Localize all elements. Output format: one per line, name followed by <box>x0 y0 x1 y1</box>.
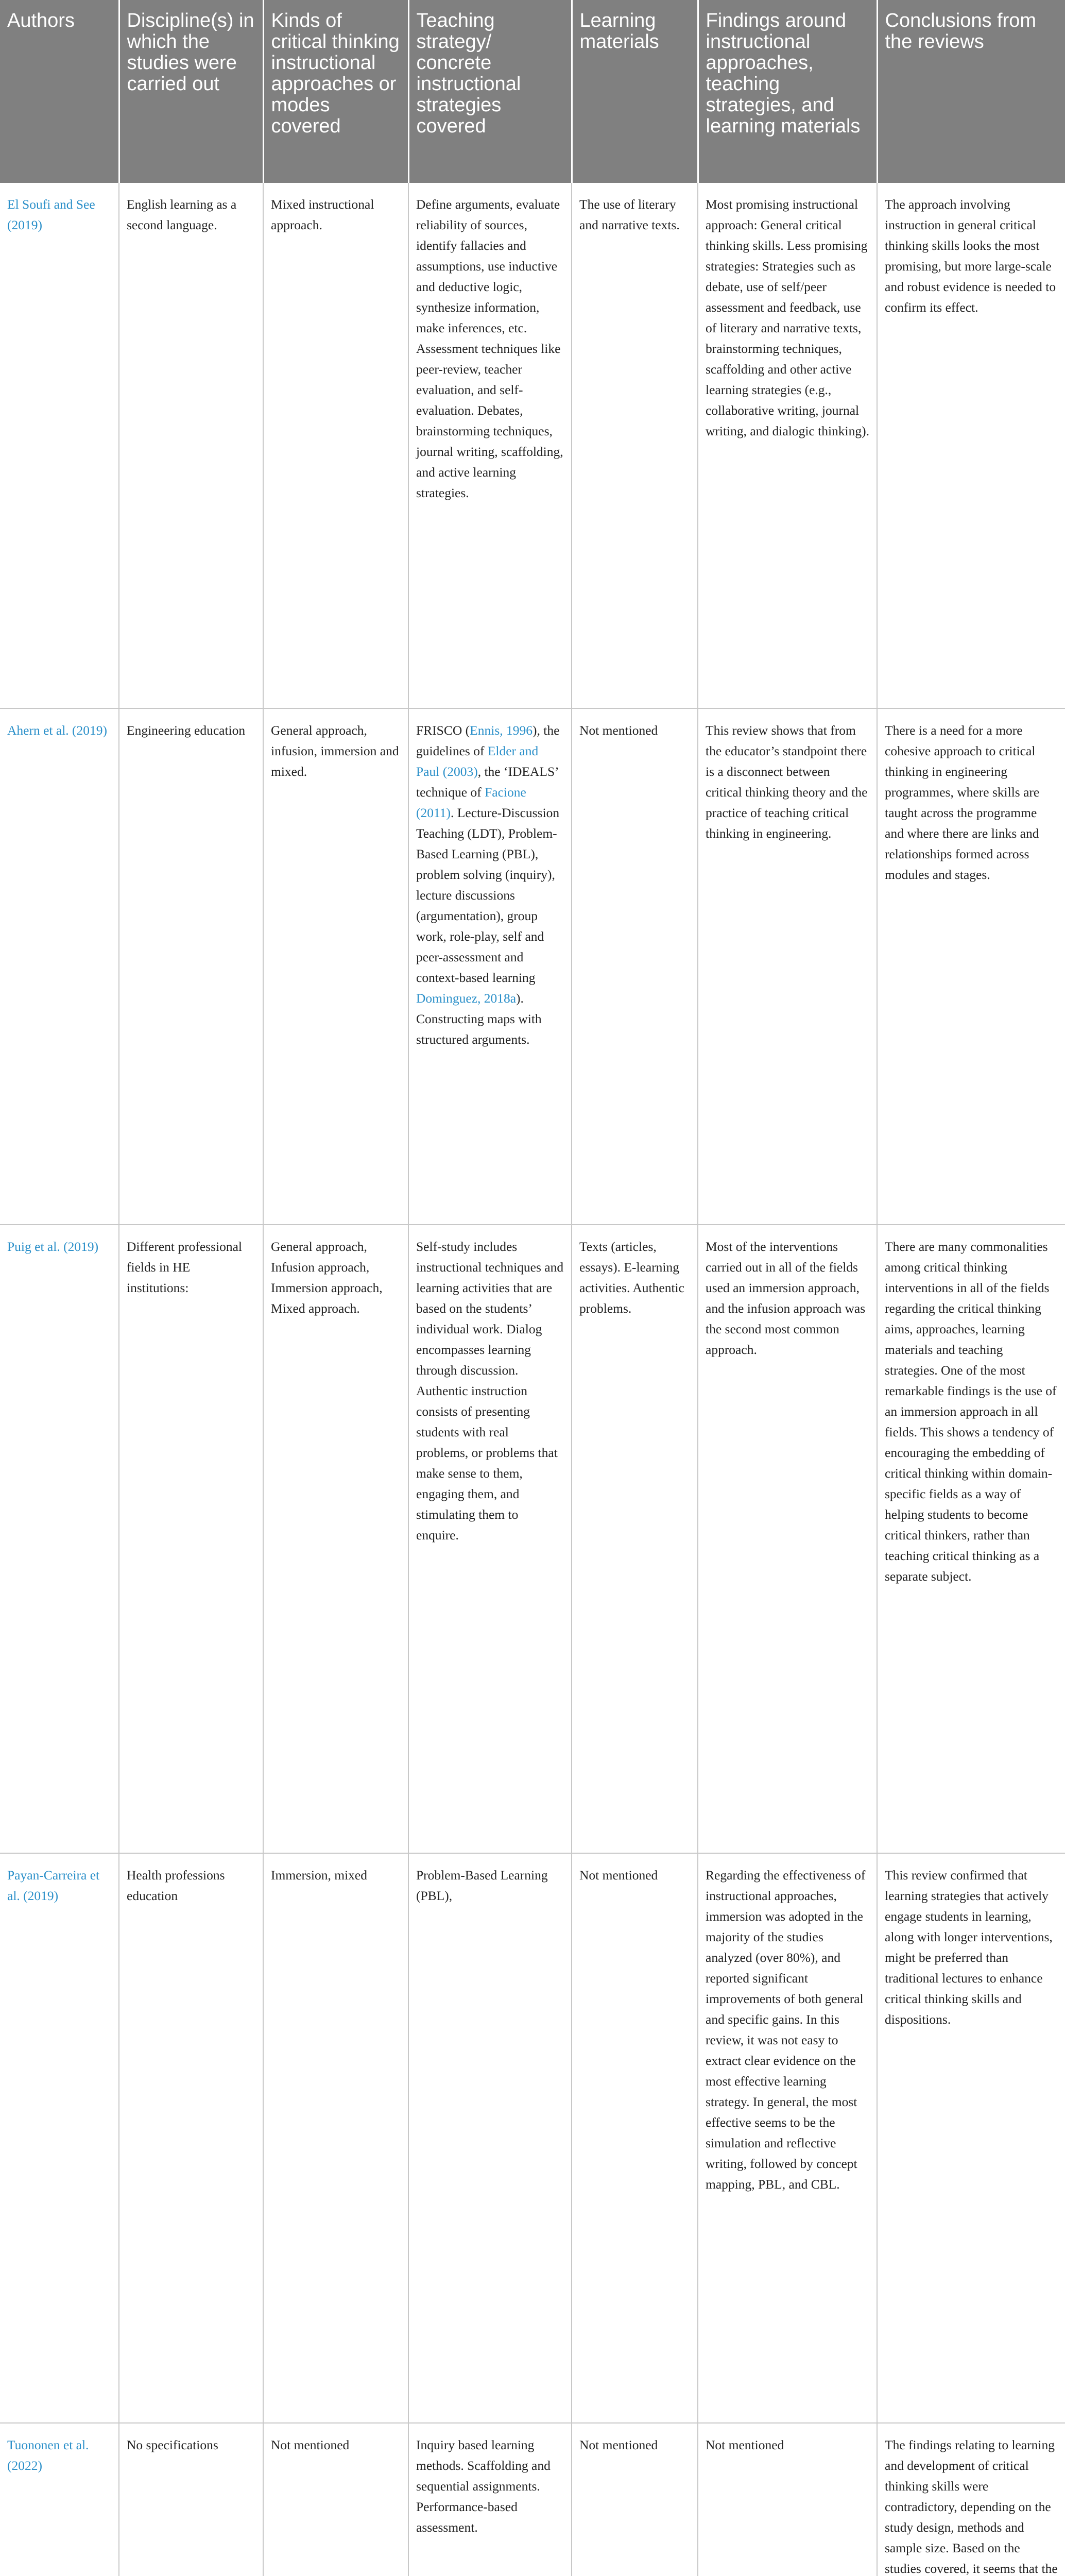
cell-strategies: Define arguments, evaluate reliability of sources, identify fallacies and assumptions, use inductive and deductive logic, synthesize information, make inferences, etc. Assessment techniques like peer-review, teacher evaluation, and self-evaluation. Debates, brainstorming techniques, journal writing, scaffolding, and active learning strategies. <box>408 183 572 708</box>
cell-kinds: Immersion, mixed <box>263 1853 408 2423</box>
column-header-kinds: Kinds of critical thinking instructional approaches or modes covered <box>263 0 408 183</box>
cell-kinds: General approach, Infusion approach, Immersion approach, Mixed approach. <box>263 1225 408 1853</box>
column-header-authors: Authors <box>0 0 119 183</box>
citation-link[interactable]: Elder and Paul (2003) <box>416 743 539 779</box>
author-link[interactable]: Payan-Carreira et al. (2019) <box>7 1868 100 1903</box>
cell-discipline: Health professions education <box>119 1853 263 2423</box>
cell-author <box>0 2423 119 2576</box>
header-row <box>0 0 1065 183</box>
column-header-findings: Findings around instructional approaches, teaching strategies, and learning materials <box>698 0 877 183</box>
column-header-materials: Learning materials <box>572 0 698 183</box>
citation-link[interactable]: Ennis, 1996 <box>470 723 532 738</box>
cell-discipline: English learning as a second language. <box>119 183 263 708</box>
cell-discipline: Different professional fields in HE institutions: <box>119 1225 263 1853</box>
strategies-text: . Lecture-Discussion Teaching (LDT), Problem-Based Learning (PBL), problem solving (inquiry), lecture discussions (argumentation), group work, role-play, self and peer-assessment and context-based learning <box>416 805 560 985</box>
column-header-strategies: Teaching strategy/ concrete instructional strategies covered <box>408 0 572 183</box>
cell-kinds: Not mentioned <box>263 2423 408 2576</box>
cell-author <box>0 183 119 708</box>
cell-discipline: No specifications <box>119 2423 263 2576</box>
cell-findings: Most of the interventions carried out in all of the fields used an immersion approach, and the infusion approach was the second most common approach. <box>698 1225 877 1853</box>
table-row <box>0 1853 1065 2423</box>
author-link[interactable]: Puig et al. (2019) <box>7 1239 99 1254</box>
cell-conclusions: The findings relating to learning and development of critical thinking skills were contradictory, depending on the study design, methods and sample size. Based on the studies covered, it seems that the <box>877 2423 1065 2576</box>
author-link[interactable]: Tuononen et al. (2022) <box>7 2437 89 2473</box>
citation-link[interactable]: Facione (2011) <box>416 785 526 820</box>
author-link[interactable]: Ahern et al. (2019) <box>7 723 108 738</box>
cell-findings: This review shows that from the educator’s standpoint there is a disconnect between critical thinking theory and the practice of teaching critical thinking in engineering. <box>698 708 877 1225</box>
cell-materials: Not mentioned <box>572 708 698 1225</box>
table-row <box>0 2423 1065 2576</box>
strategies-text: , the ‘IDEALS’ technique of <box>416 764 558 800</box>
cell-conclusions: There is a need for a more cohesive approach to critical thinking in engineering programmes, where skills are taught across the programme and where there are links and relationships formed across modules and stages. <box>877 708 1065 1225</box>
cell-discipline: Engineering education <box>119 708 263 1225</box>
cell-materials: Texts (articles, essays). E-learning activities. Authentic problems. <box>572 1225 698 1853</box>
table-row <box>0 183 1065 708</box>
cell-conclusions: The approach involving instruction in general critical thinking skills looks the most promising, but more large-scale and robust evidence is needed to confirm its effect. <box>877 183 1065 708</box>
strategies-text: ), the guidelines of <box>416 723 560 758</box>
table-row <box>0 708 1065 1225</box>
cell-materials: Not mentioned <box>572 1853 698 2423</box>
cell-kinds: Mixed instructional approach. <box>263 183 408 708</box>
column-header-discipline: Discipline(s) in which the studies were carried out <box>119 0 263 183</box>
table-row <box>0 1225 1065 1853</box>
cell-strategies: Self-study includes instructional techniques and learning activities that are based on the students’ individual work. Dialog encompasses learning through discussion. Authentic instruction consists of presenting students with real problems, or problems that make sense to them, engaging them, and stimulating them to enquire. <box>408 1225 572 1853</box>
cell-author <box>0 1853 119 2423</box>
cell-findings: Not mentioned <box>698 2423 877 2576</box>
cell-findings: Regarding the effectiveness of instructional approaches, immersion was adopted in the majority of the studies analyzed (over 80%), and reported significant improvements of both general and specific gains. In this review, it was not easy to extract clear evidence on the most effective learning strategy. In general, the most effective seems to be the simulation and reflective writing, followed by concept mapping, PBL, and CBL. <box>698 1853 877 2423</box>
citation-link[interactable]: Dominguez, 2018a <box>416 991 517 1006</box>
cell-materials: Not mentioned <box>572 2423 698 2576</box>
cell-author <box>0 708 119 1225</box>
strategies-text: ). Constructing maps with structured arguments. <box>416 991 542 1047</box>
cell-kinds: General approach, infusion, immersion and mixed. <box>263 708 408 1225</box>
cell-materials: The use of literary and narrative texts. <box>572 183 698 708</box>
author-link[interactable]: El Soufi and See (2019) <box>7 197 95 232</box>
cell-strategies: Problem-Based Learning (PBL), <box>408 1853 572 2423</box>
cell-author <box>0 1225 119 1853</box>
cell-conclusions: This review confirmed that learning strategies that actively engage students in learning, along with longer interventions, might be preferred than traditional lectures to enhance critical thinking skills and dispositions. <box>877 1853 1065 2423</box>
cell-findings: Most promising instructional approach: General critical thinking skills. Less promising strategies: Strategies such as debate, use of self/peer assessment and feedback, use of literary and narrative texts, brainstorming techniques, scaffolding and other active learning strategies (e.g., collaborative writing, journal writing, and dialogic thinking). <box>698 183 877 708</box>
cell-conclusions: There are many commonalities among critical thinking interventions in all of the fields regarding the critical thinking aims, approaches, learning materials and teaching strategies. One of the most remarkable findings is the use of an immersion approach in all fields. This shows a tendency of encouraging the embedding of critical thinking within domain-specific fields as a way of helping students to become critical thinkers, rather than teaching critical thinking as a separate subject. <box>877 1225 1065 1853</box>
strategies-text: FRISCO ( <box>416 723 470 738</box>
column-header-conclusions: Conclusions from the reviews <box>877 0 1065 183</box>
cell-strategies: Inquiry based learning methods. Scaffolding and sequential assignments. Performance-based assessment. <box>408 2423 572 2576</box>
cell-strategies <box>408 708 572 1225</box>
